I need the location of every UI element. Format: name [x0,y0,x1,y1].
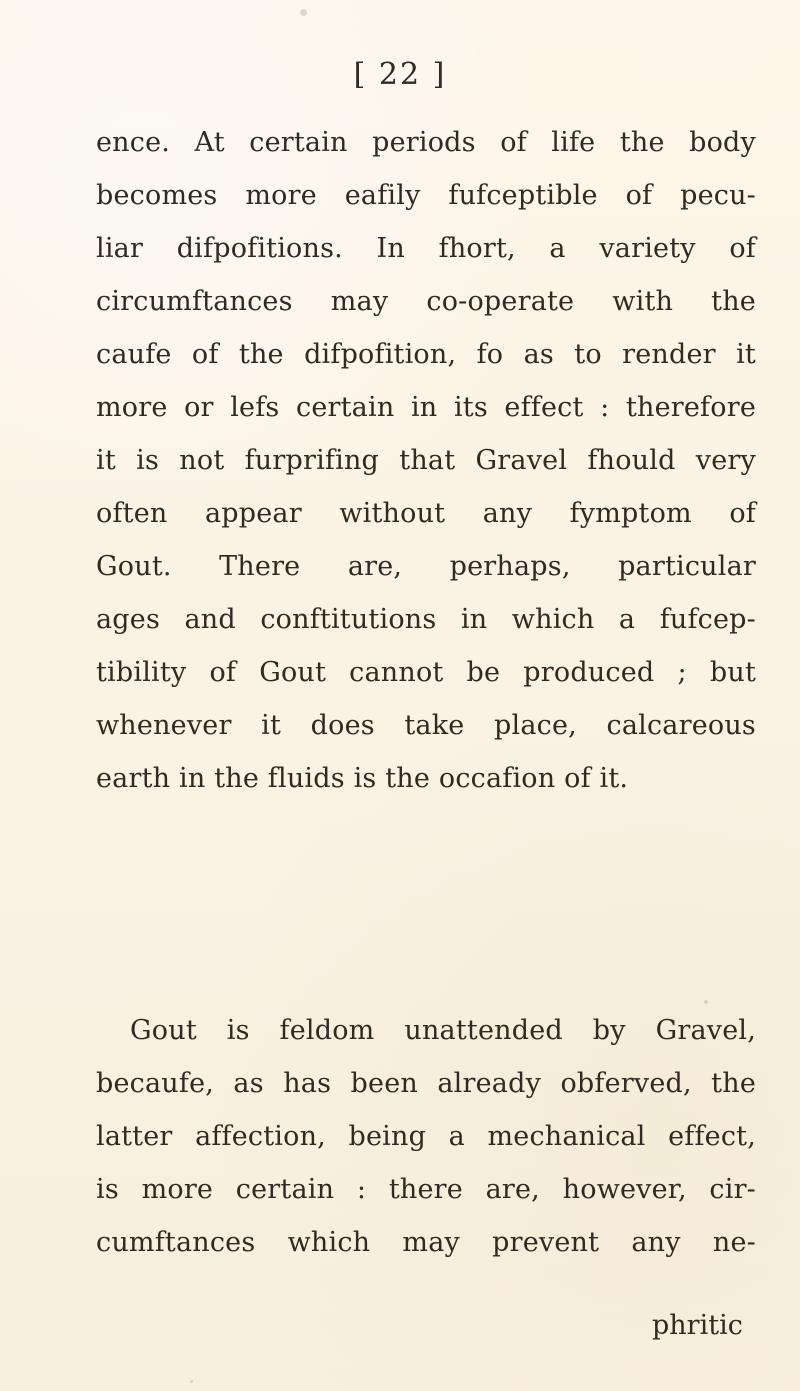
paragraph-1-line-1: ence. At certain periods of life the body [96,127,756,158]
page-number-header: [ 22 ] [353,57,447,92]
paragraph-2-line-2: becaufe, as has been already obferved, the [96,1068,756,1099]
paper-speck-1 [300,9,307,16]
paragraph-1-line-2: becomes more eafily fufceptible of pecu- [96,180,756,211]
paragraph-1-line-7: it is not furprifing that Gravel fhould very [96,445,756,476]
catchword: phritic [652,1310,743,1341]
paragraph-1-line-3: liar difpofitions. In fhort, a variety of [96,233,756,264]
paragraph-1-line-8: often appear without any fymptom of [96,498,756,529]
paragraph-2-line-1: Gout is feldom unattended by Gravel, [130,1015,756,1046]
paper-speck-2 [704,1000,708,1004]
paragraph-1-line-12: whenever it does take place, calcareous [96,710,756,741]
paragraph-1-line-13: earth in the fluids is the occafion of it. [96,763,629,794]
paragraph-1-line-4: circumftances may co-operate with the [96,286,756,317]
paragraph-2-line-5: cumftances which may prevent any ne- [96,1227,756,1258]
paper-speck-3 [190,1380,193,1383]
paragraph-1-line-9: Gout. There are, perhaps, particular [96,551,756,582]
paragraph-1-line-11: tibility of Gout cannot be produced ; but [96,657,756,688]
paragraph-2-line-4: is more certain : there are, however, cir- [96,1174,756,1205]
paragraph-1-line-10: ages and conftitutions in which a fufcep- [96,604,756,635]
paragraph-1-line-6: more or lefs certain in its effect : therefore [96,392,756,423]
paragraph-2-line-3: latter affection, being a mechanical effect, [96,1121,756,1152]
paragraph-1-line-5: caufe of the difpofition, fo as to render it [96,339,756,370]
paragraph-2 [96,1004,756,1269]
paragraph-1 [96,116,756,805]
